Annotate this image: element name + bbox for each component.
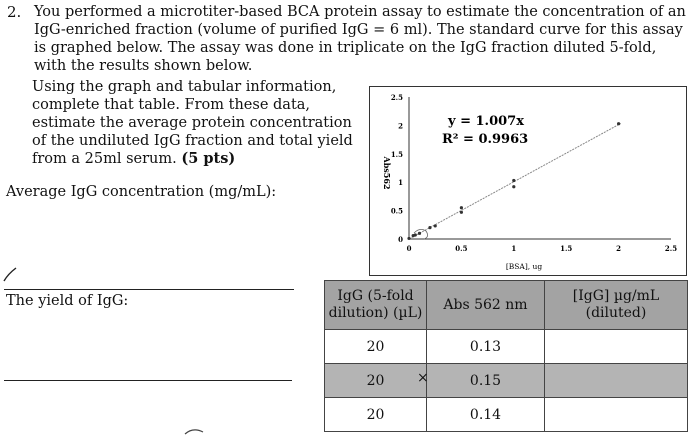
table-row xyxy=(325,364,688,398)
question-text: You performed a microtiter-based BCA protein assay to estimate the concentration of an IgG-enriched fraction (volume of purified IgG = 6 ml). The standard curve for this assay is graphed below. The assay was done in triplicate on the IgG fraction diluted 5-fold, with the results shown below. xyxy=(34,4,686,74)
points-label: (5 pts) xyxy=(181,150,236,167)
results-table xyxy=(324,280,688,432)
y-tick-label: 2 xyxy=(398,121,403,131)
data-point xyxy=(407,237,410,240)
data-point xyxy=(434,224,437,227)
data-point xyxy=(414,233,417,236)
cell-conc[interactable] xyxy=(545,330,688,364)
y-tick-label: 0 xyxy=(398,235,403,244)
data-point xyxy=(512,179,515,182)
header-igg-conc: [IgG] µg/mL (diluted) xyxy=(545,281,688,330)
cell-abs: 0.13 xyxy=(427,330,545,364)
header-igg-dilution: IgG (5-fold dilution) (µL) xyxy=(325,281,427,330)
x-tick-label: 2 xyxy=(616,244,622,253)
avg-concentration-label: Average IgG concentration (mg/mL): xyxy=(6,184,277,200)
data-point xyxy=(460,206,463,209)
cell-conc[interactable] xyxy=(545,364,688,398)
table-header-row xyxy=(325,281,688,330)
cell-abs-value: 0.15 xyxy=(469,372,502,389)
cell-volume: 20 xyxy=(325,398,427,432)
answer-line-yield[interactable] xyxy=(4,380,292,381)
x-tick-label: 2.5 xyxy=(664,244,678,253)
answer-line-concentration[interactable] xyxy=(4,289,294,290)
cross-mark-icon: × xyxy=(417,370,429,386)
cell-volume: 20 xyxy=(325,364,427,398)
y-tick-label: 1 xyxy=(398,178,403,188)
x-tick-label: 0 xyxy=(406,244,412,253)
y-tick-label: 0.5 xyxy=(390,206,403,216)
question-number: 2. xyxy=(7,3,22,21)
cell-abs xyxy=(417,364,545,398)
standard-curve-chart xyxy=(369,86,687,276)
x-tick-label: 0.5 xyxy=(455,244,468,253)
yield-label: The yield of IgG: xyxy=(6,293,129,309)
header-abs562: Abs 562 nm xyxy=(427,281,545,330)
r-squared-label: R² = 0.9963 xyxy=(442,132,529,147)
data-point xyxy=(428,226,431,229)
cell-volume: 20 xyxy=(325,330,427,364)
chart-svg xyxy=(370,87,686,275)
checkmark-scribble-icon xyxy=(2,264,22,284)
table-row xyxy=(325,398,688,432)
y-tick-label: 2.5 xyxy=(390,93,403,102)
data-point xyxy=(512,185,515,188)
x-tick-label: 1 xyxy=(511,244,517,253)
y-tick-label: 1.5 xyxy=(390,149,403,159)
caret-scribble-icon xyxy=(183,425,207,435)
cell-abs: 0.14 xyxy=(427,398,545,432)
data-point xyxy=(617,122,620,125)
instructions xyxy=(32,78,362,168)
table-row xyxy=(325,330,688,364)
y-axis-title: Abs562 xyxy=(382,156,392,190)
instructions-text: Using the graph and tabular information, complete that table. From these data, estimate the average protein concentration of the undiluted IgG fraction and total yield from a 25ml serum. xyxy=(32,79,353,167)
x-tick-label: 1.5 xyxy=(560,244,573,253)
x-axis-title: [BSA], ug xyxy=(505,262,543,271)
data-point xyxy=(418,232,421,235)
cell-conc[interactable] xyxy=(545,398,688,432)
equation-label: y = 1.007x xyxy=(448,114,524,129)
data-point xyxy=(460,211,463,214)
